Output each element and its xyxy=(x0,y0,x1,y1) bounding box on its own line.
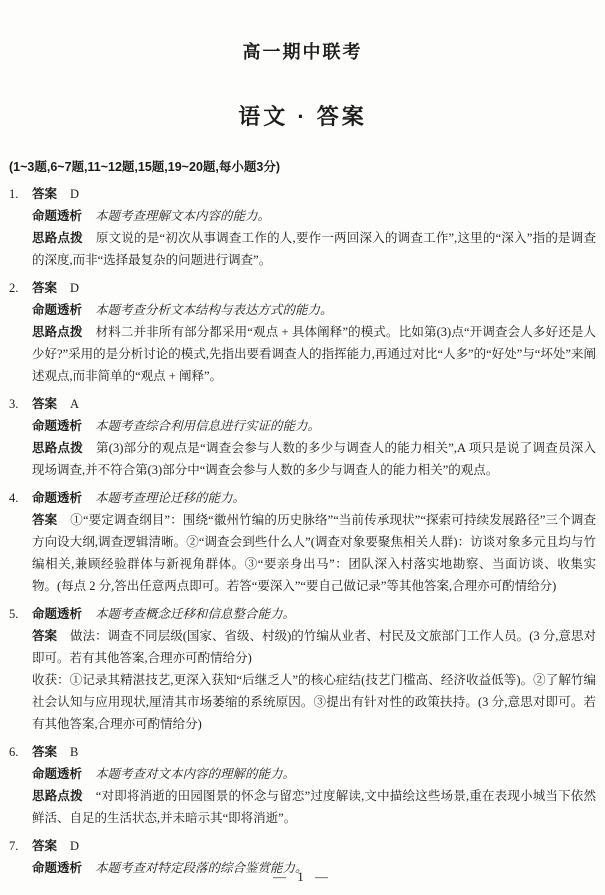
paragraph-label: 思路点拨 xyxy=(32,441,84,455)
subject-title: 语文 · 答案 xyxy=(238,104,367,129)
paragraph-label: 思路点拨 xyxy=(32,231,83,245)
paragraph-text: 本题考查理解文本内容的能力。 xyxy=(95,209,271,223)
paragraph-label: 答案 xyxy=(32,281,58,295)
item-paragraph xyxy=(32,437,596,481)
paragraph-text: “对即将消逝的田园图景的怀念与留恋”过度解读,文中描绘这些场景,重在表现小城当下依然鲜活、自足的生活状态,并未暗示其“即将消逝”。 xyxy=(32,789,596,825)
answer-list xyxy=(9,183,596,879)
paragraph-text: 本题考查对特定段落的综合鉴赏能力。 xyxy=(95,861,308,875)
item-paragraph xyxy=(32,785,596,829)
paragraph-text: D xyxy=(70,839,81,853)
answer-item xyxy=(9,277,596,387)
item-paragraph xyxy=(32,227,596,271)
paragraph-text: 本题考查综合利用信息进行实证的能力。 xyxy=(95,419,321,433)
paragraph-label: 命题透析 xyxy=(32,491,83,505)
paragraph-text: 本题考查对文本内容的理解的能力。 xyxy=(95,767,296,781)
item-paragraph xyxy=(32,277,596,299)
paragraph-label: 思路点拨 xyxy=(32,789,83,803)
item-number: 1. xyxy=(9,187,19,201)
item-number: 7. xyxy=(9,839,19,853)
paragraph-label: 答案 xyxy=(32,513,58,527)
item-paragraph xyxy=(32,183,596,205)
paragraph-text: 原文说的是“初次从事调查工作的人,要作一两回深入的调查工作”,这里的“深入”指的是调查的深度,而非“选择最复杂的问题进行调查”。 xyxy=(32,231,596,267)
paragraph-text: A xyxy=(70,397,81,411)
paragraph-label: 命题透析 xyxy=(32,419,83,433)
paragraph-label: 思路点拨 xyxy=(32,325,83,339)
item-paragraph xyxy=(32,205,596,227)
answer-item xyxy=(9,393,596,481)
paragraph-label: 答案 xyxy=(32,745,58,759)
paragraph-label: 命题透析 xyxy=(32,209,83,223)
item-number: 3. xyxy=(9,397,19,411)
item-paragraph xyxy=(32,625,596,669)
item-number: 5. xyxy=(9,607,19,621)
item-number: 2. xyxy=(9,281,19,295)
paragraph-label: 答案 xyxy=(32,397,58,411)
item-paragraph xyxy=(32,487,596,509)
paragraph-label: 答案 xyxy=(32,629,58,643)
paragraph-text: 收获：①记录其精湛技艺,更深入获知“后继乏人”的核心症结(技艺门槛高、经济收益低等)。②了解竹编社会认知与应用现状,厘清其市场萎缩的系统原因。③提出有针对性的政策扶持。(3 分,意思对即可。若有其他答案,合理亦可酌情给分) xyxy=(32,673,596,731)
page-number: — 1 — xyxy=(273,869,332,884)
item-paragraph xyxy=(32,763,596,785)
item-number: 6. xyxy=(9,745,19,759)
paragraph-label: 答案 xyxy=(32,187,58,201)
item-paragraph xyxy=(32,835,596,857)
item-paragraph xyxy=(32,299,596,321)
item-paragraph xyxy=(32,669,596,735)
paragraph-text: 做法：调查不同层级(国家、省级、村级)的竹编从业者、村民及文旅部门工作人员。(3 分,意思对即可。若有其他答案,合理亦可酌情给分) xyxy=(32,629,596,665)
answer-item xyxy=(9,487,596,597)
paragraph-label: 答案 xyxy=(32,839,58,853)
paragraph-label: 命题透析 xyxy=(32,303,83,317)
paragraph-text: D xyxy=(70,281,81,295)
item-paragraph xyxy=(32,321,596,387)
paragraph-text: 本题考查理论迁移的能力。 xyxy=(95,491,246,505)
item-paragraph xyxy=(32,415,596,437)
answer-item xyxy=(9,183,596,271)
answer-item xyxy=(9,741,596,829)
item-paragraph xyxy=(32,603,596,625)
exam-title: 高一期中联考 xyxy=(242,42,363,62)
item-number: 4. xyxy=(9,491,19,505)
paragraph-label: 命题透析 xyxy=(32,861,83,875)
paragraph-text: D xyxy=(70,187,81,201)
paragraph-text: B xyxy=(70,745,80,759)
item-paragraph xyxy=(32,741,596,763)
paragraph-text: ①“要定调查纲目”：围绕“徽州竹编的历史脉络”“当前传承现状”“探索可持续发展路径”三个调查方向设大纲,调查逻辑清晰。②“调查会到些什么人”(调查对象要聚焦相关人群)：访谈对象多元且均与竹编相关,兼顾经验群体与新视角群体。③“要亲身出马”：团队深入村落实地勘察、当面访谈、收集实物。(每点 2 分,答出任意两点即可。若答“要深入”“要自己做记录”等其他答案,合理亦可酌情给分) xyxy=(32,513,596,593)
answer-item xyxy=(9,603,596,735)
paragraph-label: 命题透析 xyxy=(32,767,83,781)
item-paragraph xyxy=(32,393,596,415)
score-note: (1~3题,6~7题,11~12题,15题,19~20题,每小题3分) xyxy=(9,160,280,174)
paragraph-label: 命题透析 xyxy=(32,607,83,621)
paragraph-text: 本题考查概念迁移和信息整合能力。 xyxy=(95,607,296,621)
item-paragraph xyxy=(32,509,596,597)
paragraph-text: 第(3)部分的观点是“调查会参与人数的多少与调查人的能力相关”,A 项只是说了调查员深入现场调查,并不符合第(3)部分中“调查会参与人数的多少与调查人的能力相关”的观点。 xyxy=(32,441,596,477)
paragraph-text: 本题考查分析文本结构与表达方式的能力。 xyxy=(95,303,333,317)
paragraph-text: 材料二并非所有部分都采用“观点 + 具体阐释”的模式。比如第(3)点“开调查会人多好还是人少好?”采用的是分析讨论的模式,先指出要看调查人的指挥能力,再通过对比“人多”的“好处”与“坏处”来阐述观点,而非简单的“观点 + 阐释”。 xyxy=(32,325,596,383)
